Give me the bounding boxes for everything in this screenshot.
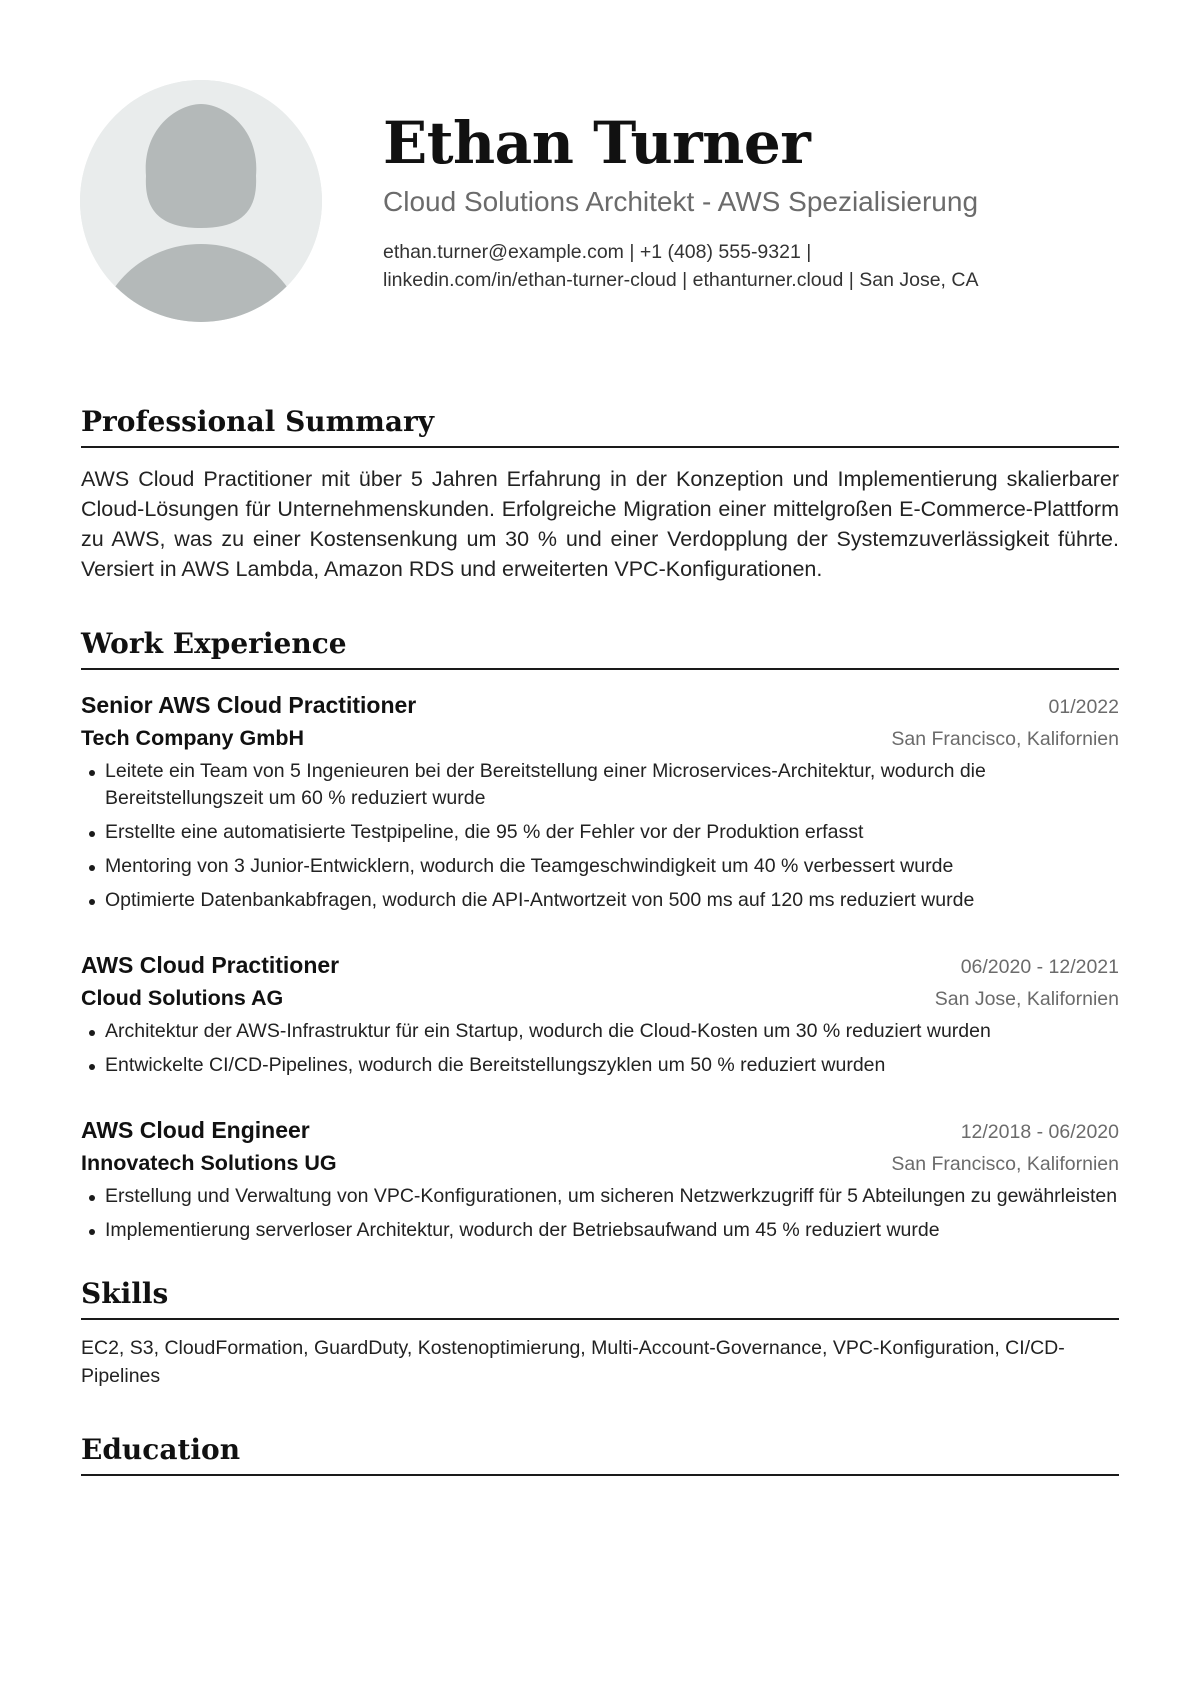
job-title: AWS Cloud Engineer: [81, 1117, 310, 1143]
contact-info: [383, 238, 1123, 294]
avatar: [80, 80, 322, 322]
header: [383, 108, 1123, 294]
candidate-name: Ethan Turner: [383, 109, 811, 177]
bullet-item: Architektur der AWS-Infrastruktur für ein Startup, wodurch die Cloud-Kosten um 30 % reduziert wurden: [81, 1018, 1119, 1045]
bullet-item: Optimierte Datenbankabfragen, wodurch die API-Antwortzeit von 500 ms auf 120 ms reduziert wurde: [81, 887, 1119, 914]
summary-section: [81, 402, 1119, 584]
section-title-education: Education: [81, 1430, 1119, 1476]
person-placeholder-icon: [80, 80, 322, 322]
job-headline: Cloud Solutions Architekt - AWS Spezialisierung: [383, 186, 979, 217]
job-header-row: [81, 1113, 1119, 1147]
bullet-item: Erstellung und Verwaltung von VPC-Konfigurationen, um sicheren Netzwerkzugriff für 5 Abteilungen zu gewährleisten: [81, 1183, 1119, 1210]
job-company-row: [81, 1147, 1119, 1179]
job-title: Senior AWS Cloud Practitioner: [81, 692, 417, 718]
bullet-item: Erstellte eine automatisierte Testpipeline, die 95 % der Fehler vor der Produktion erfasst: [81, 819, 1119, 846]
job-bullets: [81, 758, 1119, 914]
bullet-item: Leitete ein Team von 5 Ingenieuren bei der Bereitstellung einer Microservices-Architektur, wodurch die Bereitstellungszeit um 60 % reduziert wurde: [81, 758, 1119, 812]
job-company: Cloud Solutions AG: [81, 986, 284, 1010]
job-date: 01/2022: [1048, 696, 1119, 718]
job-company: Innovatech Solutions UG: [81, 1151, 337, 1175]
job-bullets: [81, 1183, 1119, 1244]
job-title: AWS Cloud Practitioner: [81, 952, 340, 978]
section-title-summary: Professional Summary: [81, 402, 1119, 448]
job-entry: [81, 948, 1119, 1079]
job-entry: [81, 1113, 1119, 1244]
job-date: 06/2020 - 12/2021: [960, 956, 1119, 978]
skills-section: [81, 1274, 1119, 1390]
resume-content: [81, 402, 1119, 1476]
contact-line-2: linkedin.com/in/ethan-turner-cloud | ethanturner.cloud | San Jose, CA: [383, 269, 979, 291]
job-header-row: [81, 948, 1119, 982]
job-location: San Francisco, Kalifornien: [891, 1153, 1119, 1175]
section-title-skills: Skills: [81, 1274, 1119, 1320]
job-date: 12/2018 - 06/2020: [960, 1121, 1119, 1143]
job-company-row: [81, 722, 1119, 754]
job-location: San Francisco, Kalifornien: [891, 728, 1119, 750]
summary-text: AWS Cloud Practitioner mit über 5 Jahren Erfahrung in der Konzeption und Implementierung skalierbarer Cloud-Lösungen für Unternehmenskunden. Erfolgreiche Migration einer mittelgroßen E-Commerce-Plattform zu AWS, was zu einer Kostensenkung um 30 % und einer Verdopplung der Systemzuverlässigkeit führte. Versiert in AWS Lambda, Amazon RDS und erweiterten VPC-Konfigurationen.: [81, 467, 1119, 581]
job-company-row: [81, 982, 1119, 1014]
bullet-item: Entwickelte CI/CD-Pipelines, wodurch die Bereitstellungszyklen um 50 % reduziert wurden: [81, 1052, 1119, 1079]
job-entry: [81, 688, 1119, 914]
contact-line-1: ethan.turner@example.com | +1 (408) 555-9321 |: [383, 241, 812, 263]
job-header-row: [81, 688, 1119, 722]
bullet-item: Implementierung serverloser Architektur, wodurch der Betriebsaufwand um 45 % reduziert wurde: [81, 1217, 1119, 1244]
job-company: Tech Company GmbH: [81, 726, 304, 750]
section-title-work: Work Experience: [81, 624, 1119, 670]
work-experience-section: [81, 624, 1119, 1244]
job-bullets: [81, 1018, 1119, 1079]
skills-list: EC2, S3, CloudFormation, GuardDuty, Kostenoptimierung, Multi-Account-Governance, VPC-Konfiguration, CI/CD-Pipelines: [81, 1337, 1065, 1387]
education-section: [81, 1430, 1119, 1476]
bullet-item: Mentoring von 3 Junior-Entwicklern, wodurch die Teamgeschwindigkeit um 40 % verbessert wurde: [81, 853, 1119, 880]
job-location: San Jose, Kalifornien: [934, 988, 1119, 1010]
